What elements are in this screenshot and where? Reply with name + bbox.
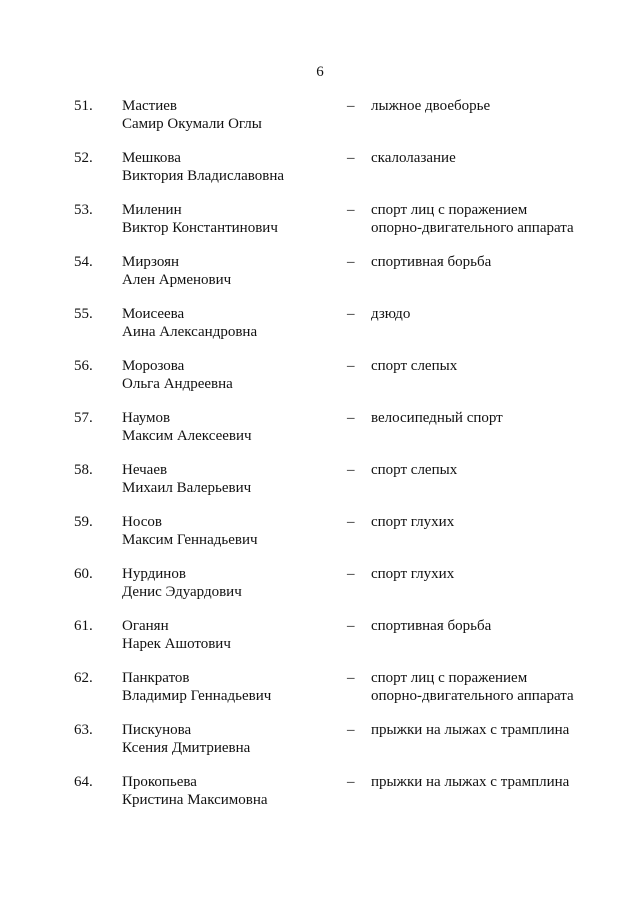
- given-name: Владимир Геннадьевич: [122, 688, 272, 704]
- sport-line-1: спорт лиц с поражением: [371, 202, 528, 218]
- sport: [371, 149, 611, 167]
- list-item: [0, 721, 640, 761]
- list-item: [0, 97, 640, 137]
- entry-number: 57.: [74, 410, 93, 426]
- entry-number: 51.: [74, 98, 93, 114]
- surname: Наумов: [122, 410, 171, 426]
- person-name: [122, 461, 251, 497]
- sport-line-1: прыжки на лыжах с трамплина: [371, 722, 570, 738]
- sport: [371, 253, 611, 271]
- surname: Пискунова: [122, 722, 192, 738]
- entry-number: 61.: [74, 618, 93, 634]
- list-item: [0, 201, 640, 241]
- entry-number: 64.: [74, 774, 93, 790]
- sport-line-1: спортивная борьба: [371, 618, 492, 634]
- sport: [371, 513, 611, 531]
- sport-line-1: спорт слепых: [371, 358, 458, 374]
- entry-number: 56.: [74, 358, 93, 374]
- person-name: [122, 721, 250, 757]
- given-name: Виктория Владиславовна: [122, 168, 285, 184]
- surname: Прокопьева: [122, 774, 197, 790]
- sport: [371, 97, 611, 115]
- given-name: Денис Эдуардович: [122, 584, 242, 600]
- entry-number: 53.: [74, 202, 93, 218]
- given-name: Ксения Дмитриевна: [122, 740, 251, 756]
- sport-line-1: спорт глухих: [371, 514, 455, 530]
- sport: [371, 305, 611, 323]
- sport-line-1: дзюдо: [371, 306, 411, 322]
- dash: –: [347, 722, 355, 738]
- given-name: Виктор Константинович: [122, 220, 278, 236]
- dash: –: [347, 774, 355, 790]
- person-name: [122, 201, 278, 237]
- sport-line-2: опорно-двигательного аппарата: [371, 220, 574, 236]
- list-item: [0, 357, 640, 397]
- given-name: Михаил Валерьевич: [122, 480, 252, 496]
- given-name: Ольга Андреевна: [122, 376, 233, 392]
- dash: –: [347, 670, 355, 686]
- dash: –: [347, 202, 355, 218]
- entry-number: 58.: [74, 462, 93, 478]
- sport-line-1: спортивная борьба: [371, 254, 492, 270]
- person-name: [122, 669, 271, 705]
- sport: [371, 617, 611, 635]
- entry-number: 54.: [74, 254, 93, 270]
- list-item: [0, 305, 640, 345]
- sport-line-1: лыжное двоеборье: [371, 98, 491, 114]
- given-name: Аина Александровна: [122, 324, 258, 340]
- entry-number: 55.: [74, 306, 93, 322]
- sport: [371, 357, 611, 375]
- sport: [371, 669, 611, 705]
- person-name: [122, 773, 268, 809]
- dash: –: [347, 254, 355, 270]
- person-name: [122, 617, 231, 653]
- entry-number: 62.: [74, 670, 93, 686]
- given-name: Максим Алексеевич: [122, 428, 252, 444]
- surname: Мастиев: [122, 98, 177, 114]
- list-item: [0, 617, 640, 657]
- list-item: [0, 669, 640, 709]
- given-name: Нарек Ашотович: [122, 636, 231, 652]
- person-name: [122, 513, 258, 549]
- dash: –: [347, 306, 355, 322]
- sport: [371, 565, 611, 583]
- person-name: [122, 409, 252, 445]
- dash: –: [347, 462, 355, 478]
- surname: Панкратов: [122, 670, 190, 686]
- surname: Оганян: [122, 618, 169, 634]
- sport: [371, 409, 611, 427]
- entry-number: 59.: [74, 514, 93, 530]
- entry-number: 60.: [74, 566, 93, 582]
- sport-line-1: спорт глухих: [371, 566, 455, 582]
- surname: Нечаев: [122, 462, 168, 478]
- given-name: Самир Окумали Оглы: [122, 116, 262, 132]
- surname: Мешкова: [122, 150, 181, 166]
- list-item: [0, 149, 640, 189]
- surname: Носов: [122, 514, 162, 530]
- list-item: [0, 565, 640, 605]
- sport: [371, 201, 611, 237]
- surname: Мирзоян: [122, 254, 180, 270]
- sport-line-1: велосипедный спорт: [371, 410, 503, 426]
- sport: [371, 773, 611, 791]
- sport-line-2: опорно-двигательного аппарата: [371, 688, 574, 704]
- person-name: [122, 253, 231, 289]
- entry-number: 63.: [74, 722, 93, 738]
- dash: –: [347, 358, 355, 374]
- person-name: [122, 357, 233, 393]
- sport: [371, 461, 611, 479]
- list-item: [0, 253, 640, 293]
- surname: Миленин: [122, 202, 182, 218]
- sport-line-1: спорт лиц с поражением: [371, 670, 528, 686]
- dash: –: [347, 618, 355, 634]
- dash: –: [347, 566, 355, 582]
- person-name: [122, 149, 284, 185]
- surname: Нурдинов: [122, 566, 186, 582]
- dash: –: [347, 150, 355, 166]
- person-name: [122, 565, 242, 601]
- sport-line-1: скалолазание: [371, 150, 456, 166]
- given-name: Кристина Максимовна: [122, 792, 268, 808]
- sport: [371, 721, 611, 739]
- dash: –: [347, 410, 355, 426]
- list-item: [0, 513, 640, 553]
- page-number: 6: [316, 64, 324, 80]
- person-name: [122, 305, 257, 341]
- list-item: [0, 409, 640, 449]
- surname: Моисеева: [122, 306, 185, 322]
- sport-line-1: спорт слепых: [371, 462, 458, 478]
- entry-number: 52.: [74, 150, 93, 166]
- dash: –: [347, 98, 355, 114]
- surname: Морозова: [122, 358, 185, 374]
- list-item: [0, 461, 640, 501]
- sport-line-1: прыжки на лыжах с трамплина: [371, 774, 570, 790]
- list-item: [0, 773, 640, 813]
- given-name: Максим Геннадьевич: [122, 532, 258, 548]
- dash: –: [347, 514, 355, 530]
- person-name: [122, 97, 262, 133]
- given-name: Ален Арменович: [122, 272, 232, 288]
